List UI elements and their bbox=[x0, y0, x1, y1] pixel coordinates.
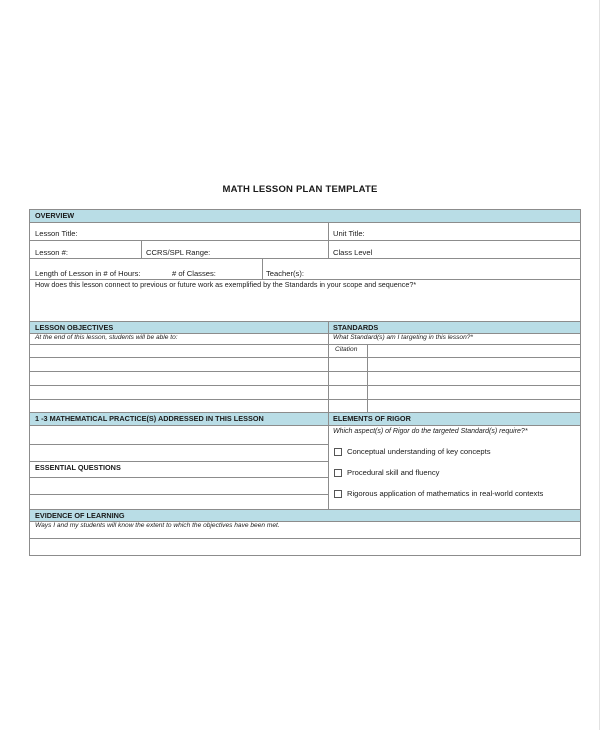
column-divider bbox=[367, 344, 368, 412]
document-title: MATH LESSON PLAN TEMPLATE bbox=[222, 184, 378, 195]
conceptual-option-label: Conceptual understanding of key concepts bbox=[347, 447, 491, 456]
evidence-prompt: Ways I and my students will know the extent to which the objectives have been met. bbox=[35, 522, 280, 529]
column-divider bbox=[328, 240, 329, 258]
standards-header-label: STANDARDS bbox=[333, 323, 379, 332]
teachers-field[interactable]: Teacher(s): bbox=[266, 269, 304, 278]
procedural-option-label: Procedural skill and fluency bbox=[347, 468, 440, 477]
row-divider bbox=[30, 444, 328, 445]
row-divider bbox=[30, 538, 580, 539]
objectives-header-label: LESSON OBJECTIVES bbox=[35, 323, 114, 332]
standards-prompt: What Standard(s) am I targeting in this lesson?* bbox=[333, 334, 474, 341]
row-divider bbox=[30, 258, 580, 259]
row-divider bbox=[30, 385, 580, 386]
lesson-title-field[interactable]: Lesson Title: bbox=[35, 229, 78, 238]
practices-rigor-header bbox=[30, 413, 580, 426]
column-divider bbox=[328, 222, 329, 240]
practices-rigor-table bbox=[29, 412, 581, 510]
rigor-prompt: Which aspect(s) of Rigor do the targeted Standard(s) require?* bbox=[333, 428, 528, 435]
essential-questions-label: ESSENTIAL QUESTIONS bbox=[35, 463, 121, 472]
objectives-prompt: At the end of this lesson, students will be able to: bbox=[35, 334, 178, 341]
row-divider bbox=[30, 494, 328, 495]
objectives-standards-header bbox=[30, 322, 580, 334]
row-divider bbox=[30, 399, 580, 400]
row-divider bbox=[30, 344, 580, 345]
overview-header-label: OVERVIEW bbox=[35, 211, 75, 220]
evidence-header-label: EVIDENCE OF LEARNING bbox=[35, 511, 125, 520]
unit-title-field[interactable]: Unit Title: bbox=[333, 229, 365, 238]
citation-label: Citation bbox=[335, 346, 358, 353]
connection-question[interactable]: How does this lesson connect to previous or future work as exemplified by the Standards in your scope and sequence?* bbox=[35, 280, 417, 289]
practices-header-label: 1 -3 MATHEMATICAL PRACTICE(S) ADDRESSED IN THIS LESSON bbox=[35, 414, 264, 423]
length-hours-field[interactable]: Length of Lesson in # of Hours: bbox=[35, 269, 141, 278]
evidence-header bbox=[30, 510, 580, 522]
column-divider bbox=[328, 413, 329, 509]
conceptual-checkbox[interactable] bbox=[334, 448, 342, 456]
overview-table bbox=[29, 209, 581, 322]
row-divider bbox=[30, 477, 328, 478]
application-checkbox[interactable] bbox=[334, 490, 342, 498]
row-divider bbox=[30, 461, 328, 462]
column-divider bbox=[262, 258, 263, 279]
num-classes-field[interactable]: # of Classes: bbox=[172, 269, 216, 278]
row-divider bbox=[30, 357, 580, 358]
lesson-number-field[interactable]: Lesson #: bbox=[35, 248, 68, 257]
rigor-header-label: ELEMENTS OF RIGOR bbox=[333, 414, 411, 423]
evidence-table bbox=[29, 509, 581, 556]
objectives-standards-table bbox=[29, 321, 581, 413]
overview-header bbox=[30, 210, 580, 223]
class-level-field[interactable]: Class Level bbox=[333, 248, 373, 257]
row-divider bbox=[30, 371, 580, 372]
column-divider bbox=[141, 240, 142, 258]
row-divider bbox=[30, 240, 580, 241]
ccrs-range-field[interactable]: CCRS/SPL Range: bbox=[146, 248, 211, 257]
application-option-label: Rigorous application of mathematics in real-world contexts bbox=[347, 489, 544, 498]
procedural-checkbox[interactable] bbox=[334, 469, 342, 477]
